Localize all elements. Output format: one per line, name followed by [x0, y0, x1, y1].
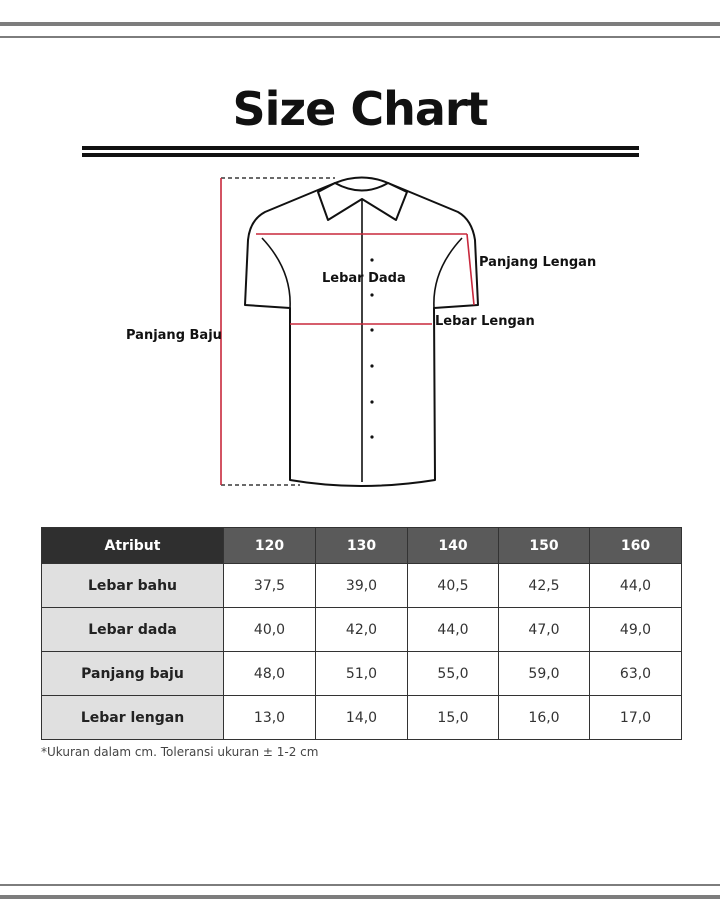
column-header-size: 150 — [499, 528, 590, 564]
table-cell: 44,0 — [590, 564, 682, 608]
table-cell: 16,0 — [499, 696, 590, 740]
table-cell: 17,0 — [590, 696, 682, 740]
row-label: Lebar bahu — [42, 564, 224, 608]
table-row — [42, 564, 682, 608]
top-frame-line — [0, 22, 720, 26]
table-cell: 40,0 — [224, 608, 316, 652]
title-underline-second — [82, 153, 639, 157]
body-length-label: Panjang Baju — [126, 328, 222, 343]
column-header-size: 130 — [316, 528, 408, 564]
table-cell: 59,0 — [499, 652, 590, 696]
chest-label: Lebar Dada — [322, 271, 406, 286]
table-cell: 42,0 — [316, 608, 408, 652]
table-cell: 39,0 — [316, 564, 408, 608]
table-cell: 14,0 — [316, 696, 408, 740]
table-cell: 48,0 — [224, 652, 316, 696]
column-header-attribute: Atribut — [42, 528, 224, 564]
table-cell: 63,0 — [590, 652, 682, 696]
sleeve-width-label: Lebar Lengan — [435, 314, 535, 329]
row-label: Lebar lengan — [42, 696, 224, 740]
table-row — [42, 608, 682, 652]
table-cell: 55,0 — [408, 652, 499, 696]
footnote: *Ukuran dalam cm. Toleransi ukuran ± 1-2 cm — [41, 745, 319, 759]
shirt-outline — [245, 178, 478, 487]
sleeve-length-label: Panjang Lengan — [479, 255, 597, 270]
table-cell: 51,0 — [316, 652, 408, 696]
table-header-row — [42, 528, 682, 564]
table-cell: 42,5 — [499, 564, 590, 608]
table-cell: 15,0 — [408, 696, 499, 740]
column-header-size: 160 — [590, 528, 682, 564]
table-cell: 47,0 — [499, 608, 590, 652]
bottom-frame-line — [0, 895, 720, 899]
top-frame-line-thin — [0, 36, 720, 38]
table-cell: 49,0 — [590, 608, 682, 652]
page-title: Size Chart — [232, 82, 488, 136]
column-header-size: 140 — [408, 528, 499, 564]
shirt-diagram — [0, 170, 720, 500]
table-cell: 37,5 — [224, 564, 316, 608]
row-label: Lebar dada — [42, 608, 224, 652]
table-row — [42, 652, 682, 696]
table-cell: 40,5 — [408, 564, 499, 608]
column-header-size: 120 — [224, 528, 316, 564]
size-table — [41, 527, 682, 740]
table-cell: 13,0 — [224, 696, 316, 740]
title-underline — [82, 146, 639, 150]
row-label: Panjang baju — [42, 652, 224, 696]
table-row — [42, 696, 682, 740]
bottom-frame-line-thin — [0, 884, 720, 886]
table-cell: 44,0 — [408, 608, 499, 652]
